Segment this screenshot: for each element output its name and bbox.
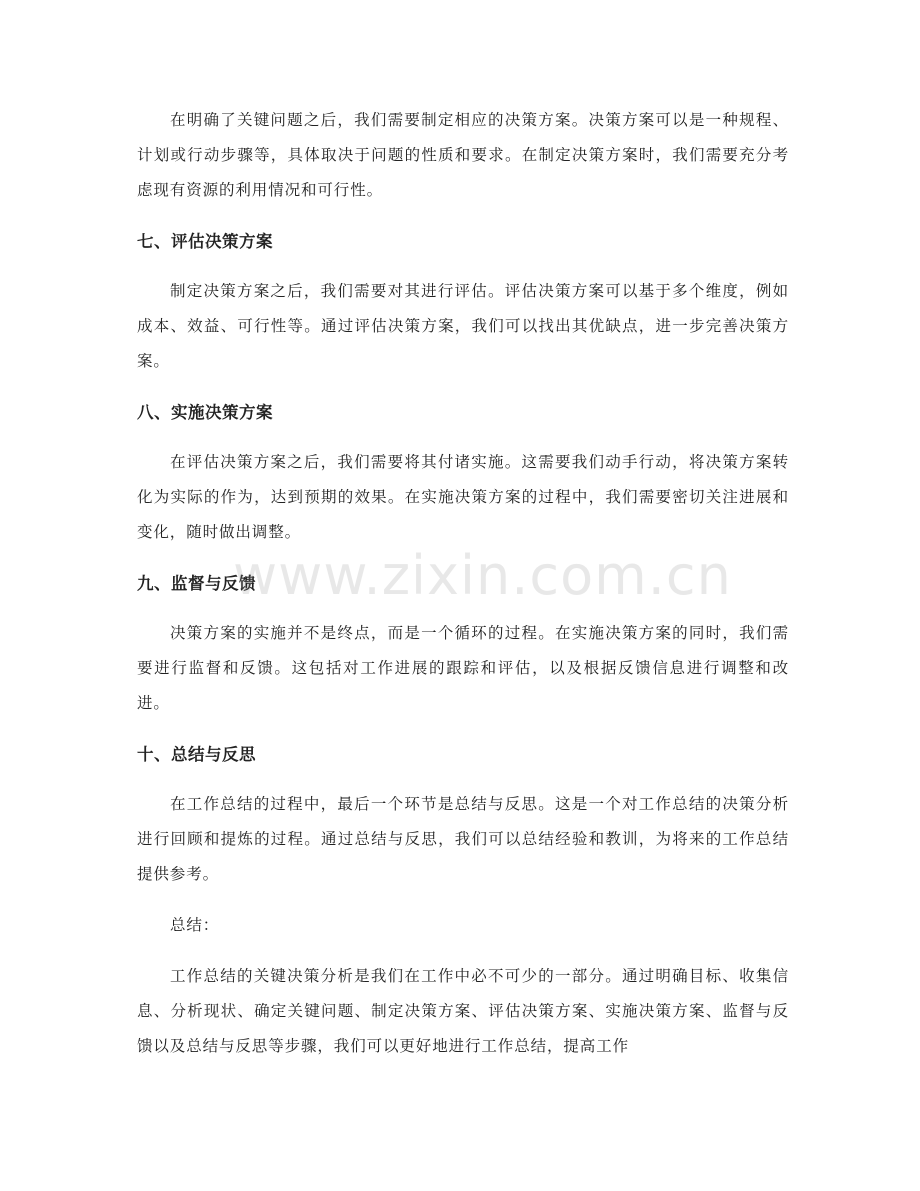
section-paragraph-10: 在工作总结的过程中，最后一个环节是总结与反思。这是一个对工作总结的决策分析进行回顾和提炼的过程。通过总结与反思，我们可以总结经验和教训，为将来的工作总结提供参考。	[137, 795, 789, 883]
section-heading-10: 十、总结与反思	[137, 745, 256, 764]
section-heading-8: 八、实施决策方案	[137, 403, 273, 422]
section-heading-9: 九、监督与反馈	[137, 574, 256, 593]
section-paragraph-9: 决策方案的实施并不是终点，而是一个循环的过程。在实施决策方案的同时，我们需要进行监督和反馈。这包括对工作进展的跟踪和评估，以及根据反馈信息进行调整和改进。	[137, 624, 789, 712]
intro-paragraph: 在明确了关键问题之后，我们需要制定相应的决策方案。决策方案可以是一种规程、计划或行动步骤等，具体取决于问题的性质和要求。在制定决策方案时，我们需要充分考虑现有资源的利用情况和可行性。	[137, 111, 789, 199]
watermark-text: www.zixin.com.cn	[233, 544, 732, 607]
section-heading-7: 七、评估决策方案	[137, 232, 273, 251]
section-paragraph-8: 在评估决策方案之后，我们需要将其付诸实施。这需要我们动手行动，将决策方案转化为实际的作为，达到预期的效果。在实施决策方案的过程中，我们需要密切关注进展和变化，随时做出调整。	[137, 453, 789, 541]
section-paragraph-7: 制定决策方案之后，我们需要对其进行评估。评估决策方案可以基于多个维度，例如成本、效益、可行性等。通过评估决策方案，我们可以找出其优缺点，进一步完善决策方案。	[137, 282, 789, 370]
summary-paragraph: 工作总结的关键决策分析是我们在工作中必不可少的一部分。通过明确目标、收集信息、分析现状、确定关键问题、制定决策方案、评估决策方案、实施决策方案、监督与反馈以及总结与反思等步骤，我们可以更好地进行工作总结，提高工作	[137, 967, 789, 1055]
summary-label: 总结：	[170, 916, 220, 934]
